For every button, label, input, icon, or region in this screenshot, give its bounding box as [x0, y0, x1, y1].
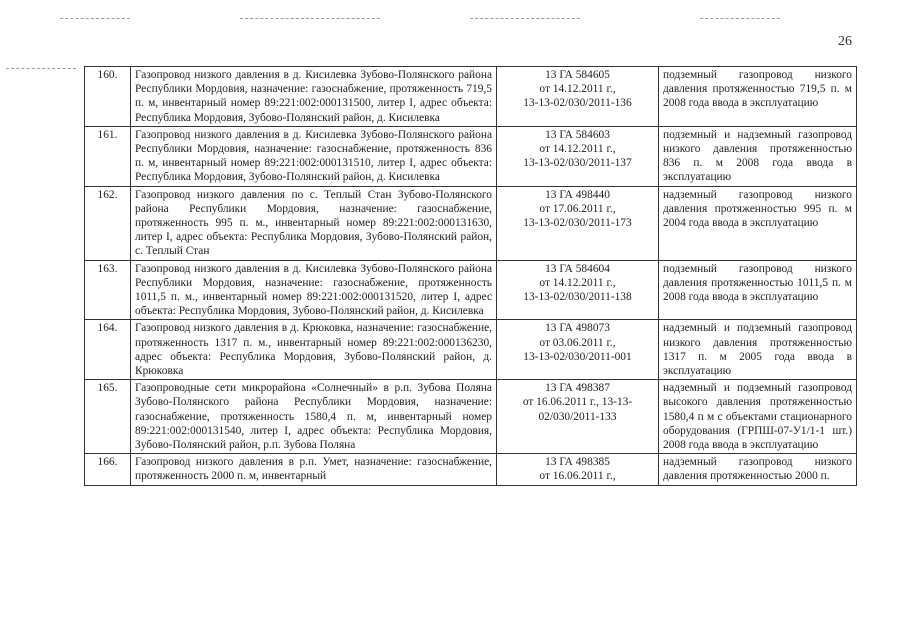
row-number: 161. — [85, 126, 131, 186]
object-characteristics: надземный газопровод низкого давления протяженностью 995 п. м 2004 года ввода в эксплуатацию — [659, 186, 857, 260]
certificate-number: 13 ГА 498385 — [545, 456, 610, 469]
registration-cell — [497, 380, 659, 454]
registration-cell — [497, 260, 659, 320]
registration-number: 02/030/2011-133 — [538, 410, 617, 423]
certificate-date: от 03.06.2011 г., — [539, 336, 616, 349]
table-row — [85, 454, 857, 485]
object-description: Газопровод низкого давления в д. Кисилевка Зубово-Полянского района Республики Мордовия, назначение: газоснабжение, протяженность 1011,5 п. м., инвентарный номер 89:221:002:000131520, литер I, адрес объекта: Республика Мордовия, Зубово-Полянский район, д. Кисилевка — [131, 260, 497, 320]
registration-number: 13-13-02/030/2011-001 — [523, 350, 632, 363]
certificate-date: от 17.06.2011 г., — [539, 202, 616, 215]
object-description: Газопровод низкого давления в д. Кисилевка Зубово-Полянского района Республики Мордовия, назначение: газоснабжение, протяженность 836 п. м, инвентарный номер 89:221:002:000131510, литер I, адрес объекта: Республика Мордовия, Зубово-Полянский район, д. Кисилевка — [131, 126, 497, 186]
certificate-date: от 16.06.2011 г., — [539, 470, 616, 483]
scan-artifact — [6, 68, 76, 69]
object-description: Газопровод низкого давления в д. Кисилевка Зубово-Полянского района Республики Мордовия, назначение: газоснабжение, протяженность 719,5 п. м, инвентарный номер 89:221:002:000131500, литер I, адрес объекта: Республика Мордовия, Зубово-Полянский район, д. Кисилевка — [131, 67, 497, 127]
table-row — [85, 126, 857, 186]
registration-number: 13-13-02/030/2011-137 — [523, 157, 632, 170]
row-number: 162. — [85, 186, 131, 260]
scan-artifact — [700, 18, 780, 19]
object-description: Газопровод низкого давления в р.п. Умет, назначение: газоснабжение, протяженность 2000 п. м, инвентарный — [131, 454, 497, 485]
object-characteristics: подземный газопровод низкого давления протяженностью 719,5 п. м 2008 года ввода в эксплуатацию — [659, 67, 857, 127]
object-description: Газопроводные сети микрорайона «Солнечный» в р.п. Зубова Поляна Зубово-Полянского района Республики Мордовия, назначение: газоснабжение, протяженность 1580,4 п. м, инвентарный номер 89:221:002:000131540, литер I, адрес объекта: Республика Мордовия, Зубово-Полянский район, р.п. Зубова Поляна — [131, 380, 497, 454]
registration-number: 13-13-02/030/2011-173 — [523, 217, 632, 230]
row-number: 163. — [85, 260, 131, 320]
registration-cell — [497, 67, 659, 127]
certificate-number: 13 ГА 584603 — [545, 128, 610, 141]
table-row — [85, 320, 857, 380]
registration-cell — [497, 320, 659, 380]
certificate-number: 13 ГА 498073 — [545, 322, 610, 335]
certificate-date: от 14.12.2011 г., — [539, 276, 616, 289]
object-characteristics: подземный газопровод низкого давления протяженностью 1011,5 п. м 2008 года ввода в эксплуатацию — [659, 260, 857, 320]
registration-cell — [497, 186, 659, 260]
row-number: 164. — [85, 320, 131, 380]
certificate-number: 13 ГА 584604 — [545, 262, 610, 275]
certificate-date: от 14.12.2011 г., — [539, 83, 616, 96]
row-number: 165. — [85, 380, 131, 454]
row-number: 160. — [85, 67, 131, 127]
object-characteristics: надземный газопровод низкого давления протяженностью 2000 п. — [659, 454, 857, 485]
registration-number: 13-13-02/030/2011-138 — [523, 291, 632, 304]
table-row — [85, 186, 857, 260]
page-number: 26 — [838, 34, 852, 49]
object-description: Газопровод низкого давления в д. Крюковка, назначение: газоснабжение, протяженность 1317 п. м., инвентарный номер 89:221:002:000136230, адрес объекта: Республика Мордовия, Зубово-Полянский район, д. Крюковка — [131, 320, 497, 380]
object-description: Газопровод низкого давления по с. Теплый Стан Зубово-Полянского района Республики Мордовия, назначение: газоснабжение, протяженность 995 п. м., инвентарный номер 89:221:002:000131630, литер I, адрес объекта: Республика Мордовия, Зубово-Полянский район, с. Теплый Стан — [131, 186, 497, 260]
scan-artifact — [470, 18, 580, 19]
object-characteristics: подземный и надземный газопровод низкого давления протяженностью 836 п. м 2008 года ввода в эксплуатацию — [659, 126, 857, 186]
certificate-date: от 16.06.2011 г., 13-13- — [522, 396, 633, 409]
certificate-number: 13 ГА 498387 — [545, 382, 610, 395]
object-characteristics: надземный и подземный газопровод низкого давления протяженностью 1317 п. м 2005 года ввода в эксплуатацию — [659, 320, 857, 380]
certificate-number: 13 ГА 584605 — [545, 69, 610, 81]
registration-number: 13-13-02/030/2011-136 — [523, 97, 632, 110]
certificate-date: от 14.12.2011 г., — [539, 143, 616, 156]
object-characteristics: надземный и подземный газопровод высокого давления протяженностью 1580,4 п м с объектами стационарного оборудования (ГРПШ-07-У1/1-1 шт.) 2008 года ввода в эксплуатацию — [659, 380, 857, 454]
table-row — [85, 260, 857, 320]
registration-cell — [497, 454, 659, 485]
table-row — [85, 67, 857, 127]
property-registry-table — [84, 66, 857, 486]
scan-artifact — [240, 18, 380, 19]
certificate-number: 13 ГА 498440 — [545, 188, 610, 201]
scan-artifact — [60, 18, 130, 19]
row-number: 166. — [85, 454, 131, 485]
registration-cell — [497, 126, 659, 186]
table-body — [85, 67, 857, 486]
table-row — [85, 380, 857, 454]
